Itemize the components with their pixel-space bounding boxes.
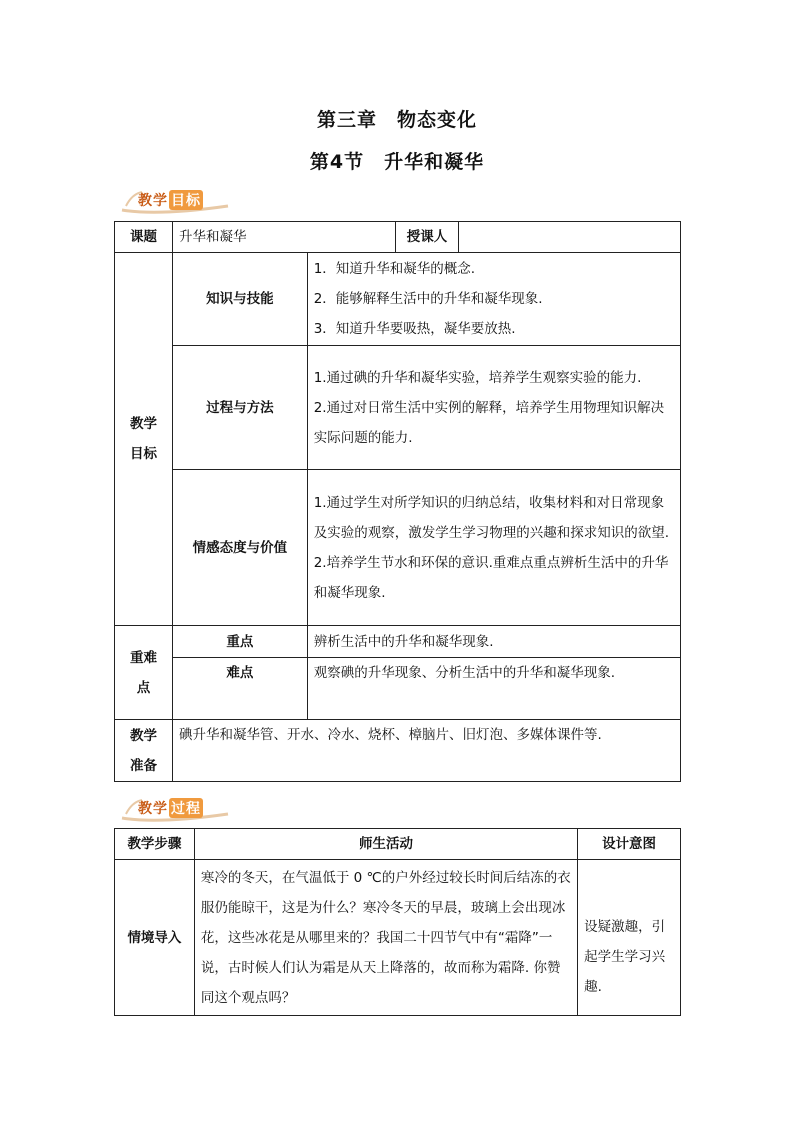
emotion-item: 1.通过学生对所学知识的归纳总结，收集材料和对日常现象及实验的观察，激发学生学习物理的兴趣和探求知识的欲望. (313, 494, 669, 541)
table-row (115, 860, 681, 1016)
difficult-label: 难点 (172, 658, 307, 720)
process-header-intent: 设计意图 (578, 829, 681, 860)
process-badge (118, 794, 233, 824)
teacher-value (459, 222, 681, 253)
topic-value: 升华和凝华 (172, 222, 395, 253)
process-header-step: 教学步骤 (115, 829, 195, 860)
process-activity: 寒冷的冬天，在气温低于 0 ℃的户外经过较长时间后结冻的衣服仍能晾干，这是为什么？寒冷冬天的早晨，玻璃上会出现冰花，这些冰花是从哪里来的？我国二十四节气中有“霜降”一说，古时候人们认为霜是从天上降落的，故而称为霜降. 你赞同这个观点吗？ (194, 860, 577, 1016)
difficult-value: 观察碘的升华现象、分析生活中的升华和凝华现象. (307, 658, 680, 720)
knowledge-item: 1．知道升华和凝华的概念. (313, 261, 476, 277)
key-value: 辨析生活中的升华和凝华现象. (307, 626, 680, 658)
emotion-label: 情感态度与价值 (172, 470, 307, 626)
emotion-item: 2.培养学生节水和环保的意识.重难点重点辨析生活中的升华和凝华现象. (313, 554, 669, 601)
process-step: 情境导入 (115, 860, 195, 1016)
objectives-label: 教学目标 (115, 253, 173, 626)
goals-badge-text (138, 190, 203, 210)
process-method-item: 1.通过碘的升华和凝华实验，培养学生观察实验的能力. (313, 369, 642, 386)
prep-label: 教学准备 (115, 720, 173, 782)
knowledge-item: 2．能够解释生活中的升华和凝华现象. (313, 291, 543, 307)
topic-label: 课题 (115, 222, 173, 253)
chapter-title: 第三章 物态变化 (316, 109, 477, 131)
key-label: 重点 (172, 626, 307, 658)
knowledge-item: 3．知道升华要吸热，凝华要放热. (313, 321, 516, 337)
process-method-item: 2.通过对日常生活中实例的解释，培养学生用物理知识解决实际问题的能力. (313, 399, 665, 446)
process-table (114, 828, 681, 1016)
process-intent: 设疑激趣，引起学生学习兴趣. (578, 860, 681, 1016)
knowledge-label: 知识与技能 (172, 253, 307, 346)
emotion-cell (307, 470, 680, 626)
knowledge-cell (307, 253, 680, 346)
process-method-label: 过程与方法 (172, 346, 307, 470)
process-badge-prefix: 教学 (138, 801, 168, 817)
goals-badge-boxed: 目标 (169, 190, 203, 210)
section-title: 第4节 升华和凝华 (309, 151, 485, 173)
prep-value: 碘升华和凝华管、开水、冷水、烧杯、樟脑片、旧灯泡、多媒体课件等. (172, 720, 680, 782)
goals-badge-prefix: 教学 (138, 193, 168, 209)
goals-table (114, 221, 681, 782)
process-badge-boxed: 过程 (169, 798, 203, 818)
process-header-activity: 师生活动 (194, 829, 577, 860)
process-badge-text (138, 798, 203, 818)
goals-badge (118, 186, 233, 216)
keypoints-label: 重难点 (115, 626, 173, 720)
teacher-label: 授课人 (395, 222, 459, 253)
process-method-cell (307, 346, 680, 470)
